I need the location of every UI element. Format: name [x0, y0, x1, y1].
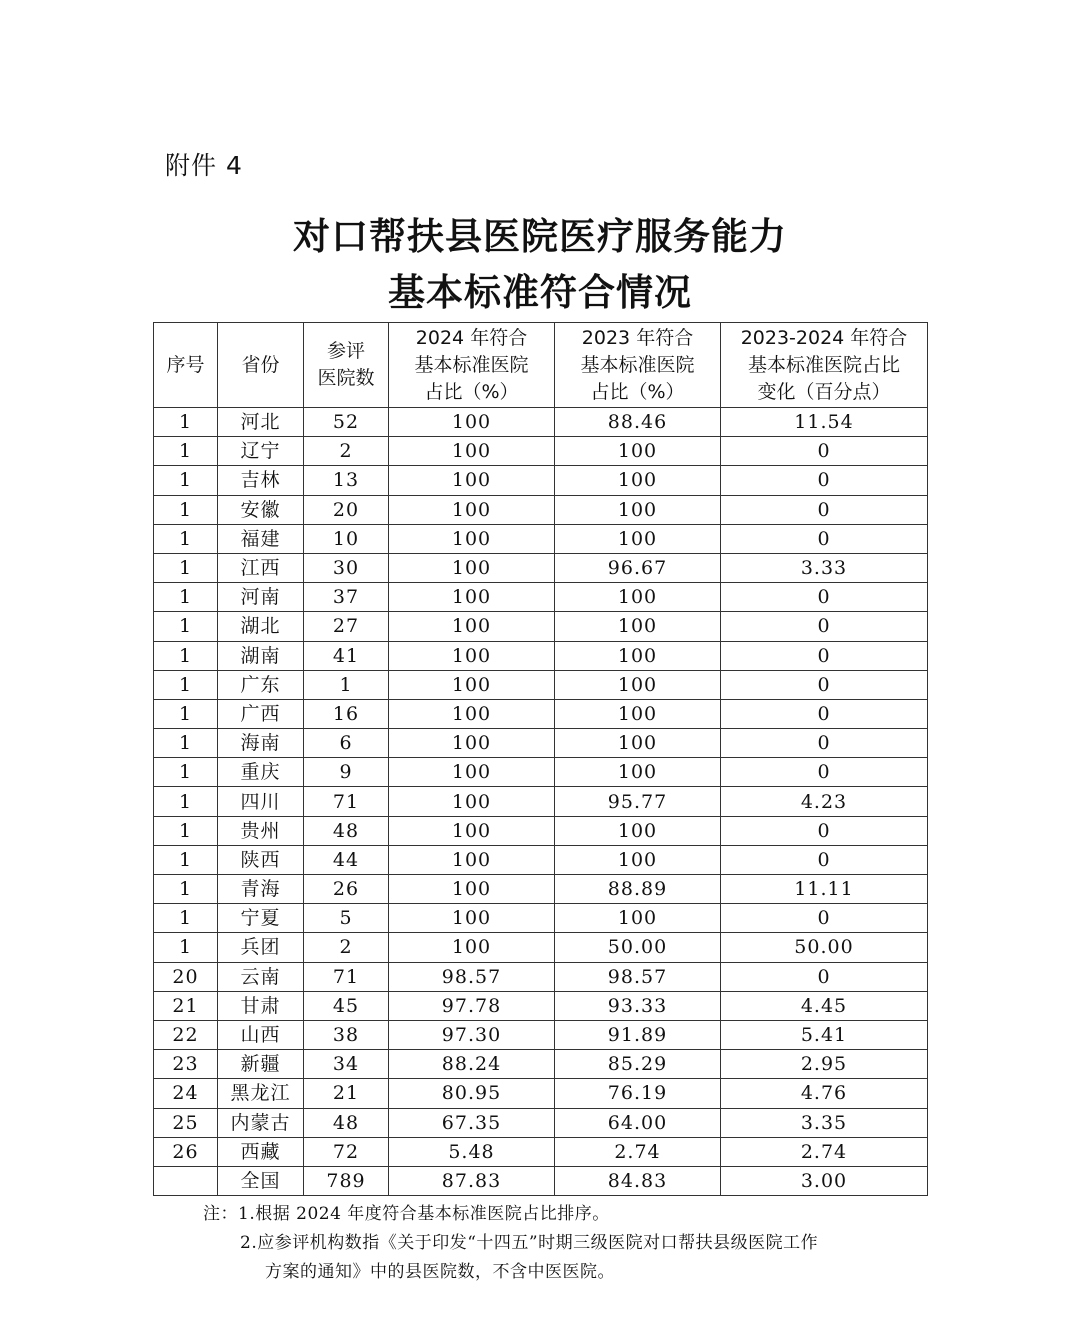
header-line: 占比（%）: [590, 380, 685, 403]
cell-ratio-2023: 100: [555, 845, 721, 874]
cell-rank: 1: [154, 408, 218, 437]
cell-hospital-count: 30: [304, 553, 389, 582]
cell-rank: 1: [154, 875, 218, 904]
cell-ratio-2023: 100: [555, 495, 721, 524]
cell-hospital-count: 10: [304, 524, 389, 553]
cell-ratio-change: 0: [721, 524, 928, 553]
attachment-label: 附件 4: [165, 151, 243, 180]
table-header-row: [154, 323, 928, 408]
cell-rank: [154, 1166, 218, 1195]
cell-ratio-2024: 100: [389, 408, 555, 437]
page-subtitle: 基本标准符合情况: [388, 271, 692, 314]
cell-province: 安徽: [218, 495, 304, 524]
cell-province: 青海: [218, 875, 304, 904]
cell-province: 重庆: [218, 758, 304, 787]
cell-ratio-2023: 50.00: [555, 933, 721, 962]
cell-province: 山西: [218, 1020, 304, 1049]
cell-ratio-change: 3.00: [721, 1166, 928, 1195]
note-1: 注：1.根据 2024 年度符合基本标准医院占比排序。: [203, 1204, 610, 1224]
cell-ratio-change: 0: [721, 729, 928, 758]
cell-ratio-change: 3.33: [721, 553, 928, 582]
cell-rank: 1: [154, 787, 218, 816]
cell-ratio-2024: 100: [389, 699, 555, 728]
cell-hospital-count: 71: [304, 787, 389, 816]
cell-province: 吉林: [218, 466, 304, 495]
cell-province: 内蒙古: [218, 1108, 304, 1137]
cell-rank: 1: [154, 553, 218, 582]
table-row: [154, 787, 928, 816]
cell-ratio-2023: 98.57: [555, 962, 721, 991]
page-title: 对口帮扶县医院医疗服务能力: [293, 215, 787, 258]
table-row: [154, 904, 928, 933]
cell-ratio-2023: 95.77: [555, 787, 721, 816]
cell-ratio-change: 0: [721, 699, 928, 728]
cell-ratio-2023: 100: [555, 729, 721, 758]
table-row: [154, 612, 928, 641]
cell-ratio-change: 11.11: [721, 875, 928, 904]
cell-ratio-2023: 84.83: [555, 1166, 721, 1195]
header-ratio-2023: [555, 323, 721, 408]
cell-ratio-2023: 91.89: [555, 1020, 721, 1049]
cell-ratio-2024: 100: [389, 933, 555, 962]
header-line: 序号: [166, 353, 205, 376]
cell-hospital-count: 71: [304, 962, 389, 991]
cell-ratio-2023: 100: [555, 699, 721, 728]
cell-ratio-2024: 100: [389, 437, 555, 466]
table-row: [154, 816, 928, 845]
table-row: [154, 641, 928, 670]
cell-ratio-2023: 100: [555, 466, 721, 495]
cell-province: 黑龙江: [218, 1079, 304, 1108]
cell-ratio-2024: 100: [389, 904, 555, 933]
table-row: [154, 875, 928, 904]
cell-hospital-count: 34: [304, 1050, 389, 1079]
cell-province: 甘肃: [218, 991, 304, 1020]
cell-rank: 24: [154, 1079, 218, 1108]
cell-ratio-2024: 88.24: [389, 1050, 555, 1079]
cell-ratio-2023: 100: [555, 758, 721, 787]
cell-ratio-change: 0: [721, 904, 928, 933]
header-ratio-2024: [389, 323, 555, 408]
table-row: [154, 1079, 928, 1108]
cell-ratio-2023: 100: [555, 437, 721, 466]
cell-province: 四川: [218, 787, 304, 816]
header-line: 医院数: [317, 367, 375, 389]
header-line: 变化（百分点）: [757, 380, 891, 403]
cell-ratio-2024: 100: [389, 845, 555, 874]
cell-province: 河南: [218, 583, 304, 612]
cell-province: 河北: [218, 408, 304, 437]
cell-hospital-count: 2: [304, 437, 389, 466]
cell-hospital-count: 48: [304, 816, 389, 845]
table-row: [154, 1166, 928, 1195]
header-line: 省份: [241, 353, 280, 376]
header-province: [218, 323, 304, 408]
header-hospital-count: [304, 323, 389, 408]
cell-rank: 1: [154, 583, 218, 612]
cell-ratio-2023: 100: [555, 641, 721, 670]
cell-province: 贵州: [218, 816, 304, 845]
cell-hospital-count: 48: [304, 1108, 389, 1137]
cell-ratio-2024: 5.48: [389, 1137, 555, 1166]
cell-province: 广东: [218, 670, 304, 699]
cell-ratio-2024: 100: [389, 466, 555, 495]
table-row: [154, 670, 928, 699]
table-row: [154, 845, 928, 874]
table-row: [154, 553, 928, 582]
table-row: [154, 437, 928, 466]
table-row: [154, 466, 928, 495]
cell-rank: 1: [154, 845, 218, 874]
cell-ratio-2023: 85.29: [555, 1050, 721, 1079]
cell-ratio-2024: 100: [389, 553, 555, 582]
cell-hospital-count: 41: [304, 641, 389, 670]
cell-ratio-2023: 64.00: [555, 1108, 721, 1137]
note-2-continued: 方案的通知》中的县医院数，不含中医医院。: [265, 1262, 615, 1282]
cell-ratio-2024: 100: [389, 612, 555, 641]
cell-rank: 1: [154, 904, 218, 933]
header-rank: [154, 323, 218, 408]
cell-ratio-2024: 97.78: [389, 991, 555, 1020]
cell-hospital-count: 13: [304, 466, 389, 495]
cell-ratio-change: 0: [721, 816, 928, 845]
cell-hospital-count: 5: [304, 904, 389, 933]
header-line: 基本标准医院: [580, 353, 695, 376]
cell-ratio-2023: 100: [555, 670, 721, 699]
table-row: [154, 408, 928, 437]
cell-rank: 1: [154, 641, 218, 670]
cell-province: 湖北: [218, 612, 304, 641]
header-line: 基本标准医院: [414, 353, 529, 376]
cell-ratio-2023: 100: [555, 583, 721, 612]
cell-province: 西藏: [218, 1137, 304, 1166]
cell-rank: 1: [154, 612, 218, 641]
cell-ratio-2023: 100: [555, 524, 721, 553]
cell-rank: 1: [154, 729, 218, 758]
table-row: [154, 1137, 928, 1166]
cell-ratio-2023: 100: [555, 816, 721, 845]
table-row: [154, 991, 928, 1020]
cell-hospital-count: 27: [304, 612, 389, 641]
cell-ratio-2024: 80.95: [389, 1079, 555, 1108]
cell-ratio-2024: 100: [389, 583, 555, 612]
cell-rank: 1: [154, 466, 218, 495]
cell-ratio-change: 0: [721, 641, 928, 670]
cell-ratio-change: 0: [721, 612, 928, 641]
header-line: 占比（%）: [424, 380, 519, 403]
cell-ratio-2024: 100: [389, 816, 555, 845]
cell-province: 辽宁: [218, 437, 304, 466]
cell-ratio-change: 0: [721, 437, 928, 466]
cell-ratio-2024: 97.30: [389, 1020, 555, 1049]
cell-hospital-count: 20: [304, 495, 389, 524]
table-row: [154, 1050, 928, 1079]
cell-rank: 1: [154, 816, 218, 845]
cell-ratio-change: 0: [721, 670, 928, 699]
cell-ratio-change: 5.41: [721, 1020, 928, 1049]
cell-rank: 22: [154, 1020, 218, 1049]
cell-ratio-2024: 100: [389, 758, 555, 787]
notes: [203, 1200, 818, 1287]
cell-ratio-2023: 76.19: [555, 1079, 721, 1108]
table-row: [154, 699, 928, 728]
cell-ratio-change: 11.54: [721, 408, 928, 437]
cell-rank: 1: [154, 495, 218, 524]
header-ratio-change: [721, 323, 928, 408]
cell-rank: 1: [154, 758, 218, 787]
cell-ratio-2023: 88.89: [555, 875, 721, 904]
cell-province: 陕西: [218, 845, 304, 874]
cell-ratio-2024: 100: [389, 875, 555, 904]
header-line: 2023-2024 年符合: [740, 326, 908, 349]
cell-ratio-change: 0: [721, 466, 928, 495]
cell-rank: 26: [154, 1137, 218, 1166]
cell-province: 兵团: [218, 933, 304, 962]
cell-province: 海南: [218, 729, 304, 758]
cell-ratio-change: 0: [721, 962, 928, 991]
cell-hospital-count: 52: [304, 408, 389, 437]
cell-province: 新疆: [218, 1050, 304, 1079]
cell-rank: 1: [154, 437, 218, 466]
cell-ratio-2023: 100: [555, 904, 721, 933]
cell-ratio-change: 50.00: [721, 933, 928, 962]
table-row: [154, 583, 928, 612]
cell-ratio-2024: 87.83: [389, 1166, 555, 1195]
cell-ratio-2024: 100: [389, 524, 555, 553]
cell-hospital-count: 6: [304, 729, 389, 758]
cell-ratio-2023: 96.67: [555, 553, 721, 582]
cell-province: 宁夏: [218, 904, 304, 933]
table-row: [154, 758, 928, 787]
cell-hospital-count: 1: [304, 670, 389, 699]
table-row: [154, 962, 928, 991]
cell-ratio-2024: 100: [389, 787, 555, 816]
cell-ratio-change: 4.45: [721, 991, 928, 1020]
cell-ratio-change: 3.35: [721, 1108, 928, 1137]
cell-ratio-2023: 93.33: [555, 991, 721, 1020]
cell-ratio-change: 2.95: [721, 1050, 928, 1079]
cell-rank: 1: [154, 699, 218, 728]
cell-ratio-2024: 98.57: [389, 962, 555, 991]
cell-ratio-2023: 100: [555, 612, 721, 641]
cell-ratio-2024: 67.35: [389, 1108, 555, 1137]
header-line: 参评: [326, 340, 365, 362]
cell-rank: 23: [154, 1050, 218, 1079]
cell-rank: 1: [154, 524, 218, 553]
cell-province: 全国: [218, 1166, 304, 1195]
cell-province: 广西: [218, 699, 304, 728]
cell-rank: 1: [154, 933, 218, 962]
header-line: 基本标准医院占比: [747, 353, 900, 376]
table-row: [154, 524, 928, 553]
cell-hospital-count: 26: [304, 875, 389, 904]
table-row: [154, 933, 928, 962]
cell-hospital-count: 38: [304, 1020, 389, 1049]
cell-hospital-count: 9: [304, 758, 389, 787]
cell-province: 湖南: [218, 641, 304, 670]
cell-rank: 20: [154, 962, 218, 991]
cell-ratio-2024: 100: [389, 670, 555, 699]
cell-ratio-2024: 100: [389, 495, 555, 524]
cell-hospital-count: 37: [304, 583, 389, 612]
cell-rank: 21: [154, 991, 218, 1020]
cell-rank: 25: [154, 1108, 218, 1137]
cell-province: 云南: [218, 962, 304, 991]
cell-ratio-2024: 100: [389, 641, 555, 670]
cell-ratio-change: 4.23: [721, 787, 928, 816]
header-line: 2024 年符合: [415, 326, 528, 349]
cell-ratio-change: 2.74: [721, 1137, 928, 1166]
cell-hospital-count: 2: [304, 933, 389, 962]
table-row: [154, 1020, 928, 1049]
table-body: [154, 408, 928, 1196]
cell-ratio-change: 0: [721, 845, 928, 874]
cell-ratio-2023: 88.46: [555, 408, 721, 437]
cell-province: 江西: [218, 553, 304, 582]
cell-ratio-change: 0: [721, 495, 928, 524]
cell-hospital-count: 45: [304, 991, 389, 1020]
cell-hospital-count: 44: [304, 845, 389, 874]
cell-hospital-count: 16: [304, 699, 389, 728]
table-row: [154, 495, 928, 524]
cell-province: 福建: [218, 524, 304, 553]
table-row: [154, 1108, 928, 1137]
cell-rank: 1: [154, 670, 218, 699]
compliance-table: [153, 322, 928, 1196]
cell-hospital-count: 21: [304, 1079, 389, 1108]
cell-ratio-change: 4.76: [721, 1079, 928, 1108]
table-row: [154, 729, 928, 758]
cell-ratio-2024: 100: [389, 729, 555, 758]
cell-ratio-change: 0: [721, 758, 928, 787]
cell-hospital-count: 789: [304, 1166, 389, 1195]
cell-ratio-change: 0: [721, 583, 928, 612]
header-line: 2023 年符合: [581, 326, 694, 349]
cell-hospital-count: 72: [304, 1137, 389, 1166]
note-2: 2.应参评机构数指《关于印发“十四五”时期三级医院对口帮扶县级医院工作: [240, 1233, 819, 1253]
cell-ratio-2023: 2.74: [555, 1137, 721, 1166]
